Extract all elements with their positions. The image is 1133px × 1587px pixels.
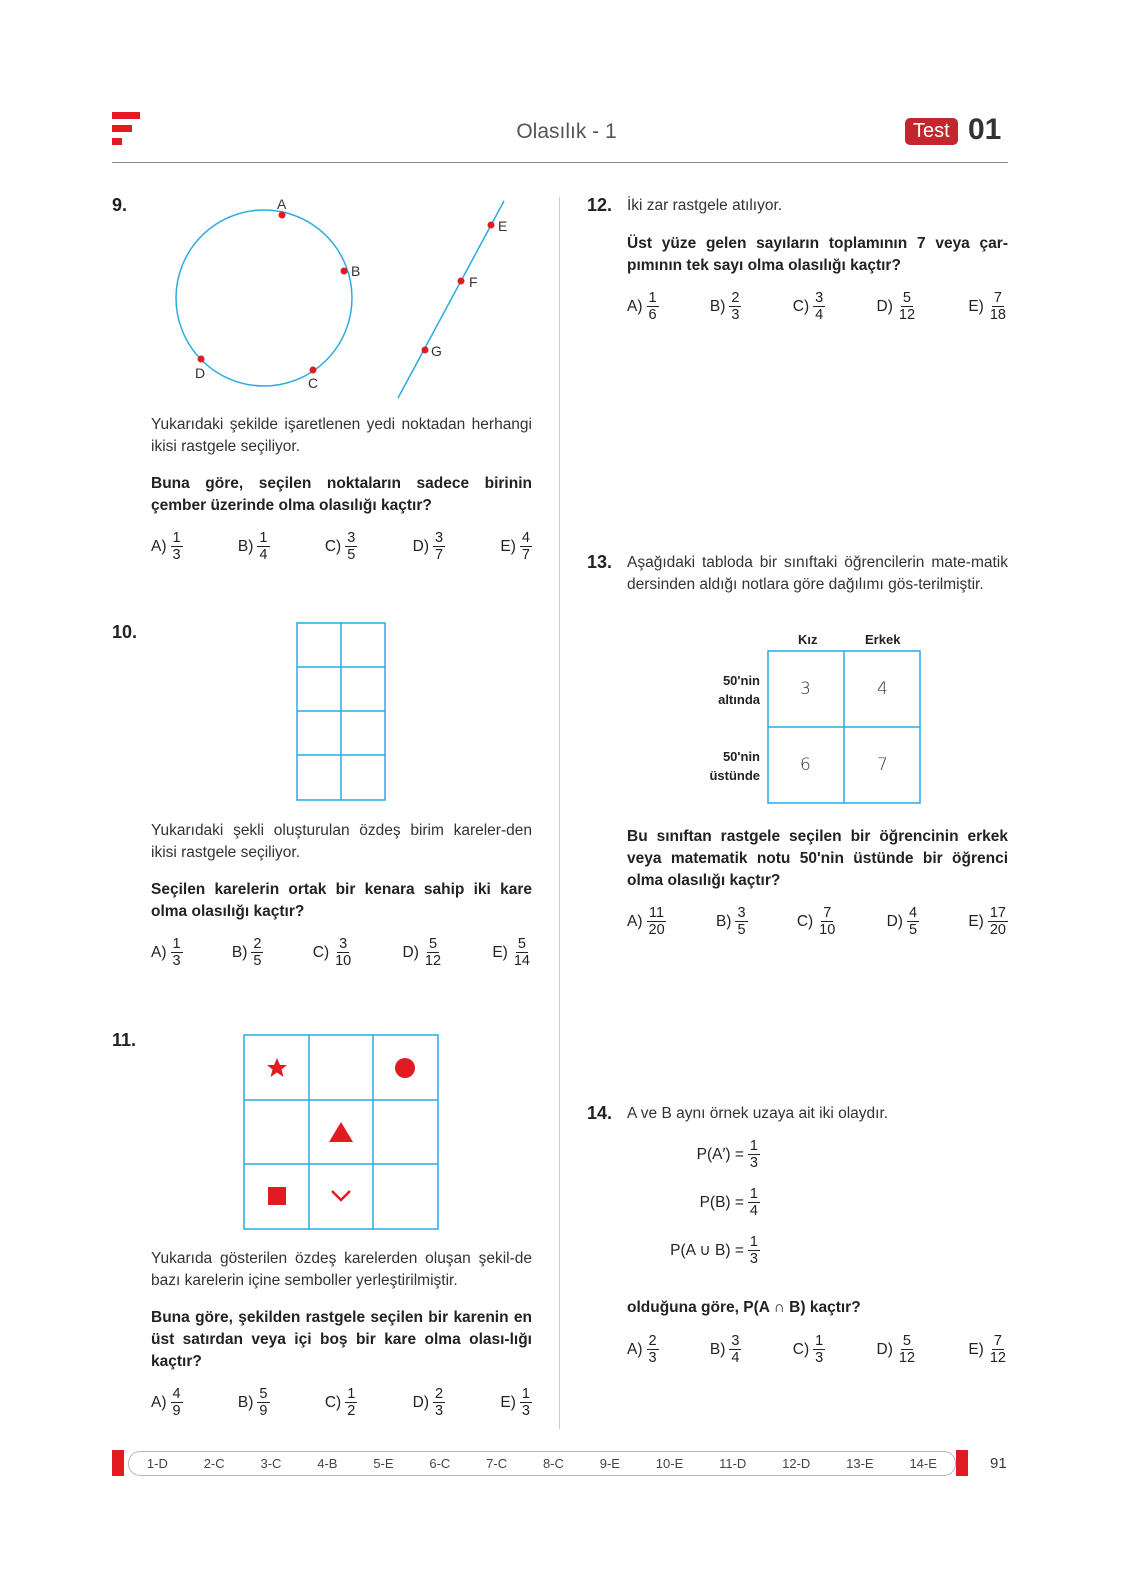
option-letter: B)	[237, 1393, 254, 1411]
option-fraction: $\frac{5}{12}$	[898, 1333, 916, 1366]
option-letter: B)	[231, 943, 248, 961]
q14-number: 14.	[587, 1103, 613, 1123]
answer-option[interactable]	[968, 290, 1008, 323]
answer-key-item: 10-E	[655, 1456, 684, 1471]
q9-question: Buna göre, seçilen noktaların sadece birinin çember üzerinde olma olasılığı kaçtır?	[151, 475, 532, 514]
answer-option[interactable]	[238, 1386, 270, 1419]
answer-option[interactable]	[968, 1333, 1008, 1366]
triangle-icon	[329, 1122, 353, 1142]
circle-icon	[395, 1058, 415, 1078]
answer-option[interactable]	[151, 1386, 183, 1419]
square-icon	[268, 1187, 286, 1205]
q11-options	[151, 1386, 532, 1419]
q14-question: olduğuna göre, P(A ∩ B) kaçtır?	[627, 1299, 861, 1316]
q10-grid-figure	[296, 622, 388, 802]
option-fraction: $\frac{3}{7}$	[434, 530, 444, 563]
option-letter: D)	[886, 912, 903, 930]
option-letter: E)	[492, 943, 508, 961]
answer-key-item: 4-B	[317, 1456, 338, 1471]
option-fraction: $\frac{5}{12}$	[898, 290, 916, 323]
q13-number: 13.	[587, 552, 613, 572]
q13-options	[627, 905, 1008, 938]
point-f-label: F	[469, 274, 478, 290]
option-fraction: $\frac{4}{5}$	[908, 905, 918, 938]
option-letter: B)	[237, 537, 254, 555]
option-letter: A)	[627, 912, 643, 930]
option-fraction: $\frac{3}{4}$	[731, 1333, 740, 1366]
q12-options	[627, 290, 1008, 323]
answer-option[interactable]	[710, 1333, 742, 1366]
option-letter: A)	[151, 1393, 167, 1411]
q12-number: 12.	[587, 195, 613, 215]
point-c-label: C	[308, 375, 319, 391]
q9-number: 9.	[112, 195, 128, 215]
answer-option[interactable]	[413, 530, 445, 563]
test-badge: Test	[905, 118, 958, 145]
answer-option[interactable]	[413, 1386, 445, 1419]
option-fraction: $\frac{3}{5}$	[737, 905, 746, 938]
answer-option[interactable]	[716, 905, 748, 938]
option-fraction: $\frac{3}{5}$	[347, 530, 356, 563]
q10-options	[151, 936, 532, 969]
option-letter: B)	[715, 912, 732, 930]
answer-option[interactable]	[313, 936, 354, 969]
answer-key-item: 1-D	[146, 1456, 168, 1471]
option-fraction: $\frac{1}{2}$	[347, 1386, 356, 1419]
option-letter: A)	[627, 297, 643, 315]
answer-option[interactable]	[403, 936, 444, 969]
option-letter: B)	[709, 1340, 726, 1358]
option-fraction: $\frac{2}{3}$	[434, 1386, 444, 1419]
option-letter: E)	[968, 1340, 984, 1358]
q10-number: 10.	[112, 622, 138, 642]
q9-options	[151, 530, 532, 563]
option-fraction: $\frac{5}{14}$	[513, 936, 530, 969]
q12-text: İki zar rastgele atılıyor.	[627, 197, 783, 214]
option-letter: E)	[500, 1393, 516, 1411]
option-letter: C)	[792, 297, 810, 315]
answer-key-item: 8-C	[542, 1456, 564, 1471]
answer-option[interactable]	[232, 936, 264, 969]
page-title: Olasılık - 1	[516, 120, 617, 143]
option-letter: D)	[402, 943, 419, 961]
footer-right-marker	[956, 1450, 968, 1476]
answer-key-item: 9-E	[599, 1456, 620, 1471]
table-cell: 3	[800, 679, 811, 699]
answer-key-item: 12-D	[782, 1456, 811, 1471]
footer-left-marker	[112, 1450, 124, 1476]
q14-options	[627, 1333, 1008, 1366]
answer-option[interactable]	[627, 1333, 659, 1366]
option-fraction: $\frac{7}{10}$	[819, 905, 836, 938]
table-cell: 6	[800, 755, 811, 775]
answer-key	[128, 1451, 956, 1476]
option-fraction: $\frac{11}{20}$	[648, 905, 665, 938]
answer-key-item: 11-D	[719, 1456, 747, 1471]
option-fraction: $\frac{2}{3}$	[731, 290, 740, 323]
point-a-label: A	[277, 196, 287, 212]
answer-option[interactable]	[500, 530, 532, 563]
answer-option[interactable]	[325, 1386, 357, 1419]
option-fraction: $\frac{5}{12}$	[424, 936, 442, 969]
q11-symbol-grid	[243, 1034, 441, 1232]
option-fraction: $\frac{2}{5}$	[253, 936, 262, 969]
q13-question: Bu sınıftan rastgele seçilen bir öğrencinin erkek veya matematik notu 50'nin üstünde bir öğrenci olma olasılığı kaçtır?	[627, 828, 1008, 889]
option-fraction: $\frac{1}{3}$	[172, 530, 181, 563]
answer-key-item: 7-C	[486, 1456, 508, 1471]
table-header-kiz: Kız	[798, 632, 818, 647]
option-fraction: $\frac{1}{3}$	[815, 1333, 824, 1366]
column-divider	[559, 197, 560, 1429]
option-letter: A)	[151, 537, 167, 555]
option-letter: A)	[151, 943, 167, 961]
option-letter: E)	[968, 912, 984, 930]
answer-option[interactable]	[492, 936, 532, 969]
answer-option[interactable]	[500, 1386, 532, 1419]
q11-number: 11.	[112, 1030, 137, 1050]
option-fraction: $\frac{1}{3}$	[172, 936, 181, 969]
table-row-below-50: 50'nin altında	[718, 673, 760, 707]
answer-option[interactable]	[627, 905, 667, 938]
chevron-down-icon	[332, 1191, 350, 1200]
option-fraction: $\frac{1}{3}$	[521, 1386, 530, 1419]
answer-option[interactable]	[887, 905, 919, 938]
option-letter: E)	[500, 537, 516, 555]
answer-option[interactable]	[793, 1333, 825, 1366]
table-header-erkek: Erkek	[865, 632, 901, 647]
option-letter: C)	[796, 912, 814, 930]
option-letter: B)	[709, 297, 726, 315]
option-letter: D)	[876, 297, 893, 315]
option-fraction: $\frac{1}{6}$	[648, 290, 657, 323]
option-letter: C)	[312, 943, 330, 961]
equation-p-b: P(B) = $\frac{1}{4}$	[699, 1186, 758, 1219]
option-fraction: $\frac{3}{4}$	[815, 290, 824, 323]
q13-text: Aşağıdaki tabloda bir sınıftaki öğrencilerin mate-matik dersinden aldığı notlara göre dağılımı gös-terilmiştir.	[627, 554, 1008, 593]
answer-key-item: 6-C	[429, 1456, 451, 1471]
option-fraction: $\frac{3}{10}$	[335, 936, 352, 969]
equation-p-a-union-b: P(A ∪ B) = $\frac{1}{3}$	[670, 1234, 758, 1267]
option-fraction: $\frac{2}{3}$	[648, 1333, 657, 1366]
option-letter: D)	[412, 537, 429, 555]
option-letter: C)	[792, 1340, 810, 1358]
option-fraction: $\frac{4}{9}$	[172, 1386, 181, 1419]
option-fraction: $\frac{7}{18}$	[989, 290, 1006, 323]
point-b-label: B	[351, 263, 361, 279]
option-letter: D)	[412, 1393, 429, 1411]
page-number: 91	[990, 1455, 1007, 1472]
option-fraction: $\frac{1}{4}$	[259, 530, 268, 563]
q11-question: Buna göre, şekilden rastgele seçilen bir karenin en üst satırdan veya içi boş bir kare olma olası-lığı kaçtır?	[151, 1309, 532, 1370]
answer-option[interactable]	[793, 290, 825, 323]
option-letter: E)	[968, 297, 984, 315]
table-row-above-50: 50'nin üstünde	[709, 749, 760, 783]
answer-option[interactable]	[797, 905, 838, 938]
star-icon	[267, 1058, 287, 1077]
option-fraction: $\frac{4}{7}$	[521, 530, 530, 563]
option-fraction: $\frac{5}{9}$	[259, 1386, 268, 1419]
header-divider	[112, 162, 1008, 163]
q9-text: Yukarıdaki şekilde işaretlenen yedi noktadan herhangi ikisi rastgele seçiliyor.	[151, 416, 532, 455]
table-cell: 4	[877, 679, 888, 699]
option-fraction: $\frac{7}{12}$	[989, 1333, 1006, 1366]
point-d-label: D	[195, 365, 206, 381]
answer-option[interactable]	[968, 905, 1008, 938]
answer-option[interactable]	[877, 1333, 918, 1366]
q13-table-grid	[767, 650, 922, 805]
answer-option[interactable]	[627, 290, 659, 323]
option-letter: C)	[324, 1393, 342, 1411]
q9-figure	[160, 190, 540, 405]
answer-option[interactable]	[238, 530, 270, 563]
answer-key-item: 2-C	[203, 1456, 225, 1471]
q14-text: A ve B aynı örnek uzaya ait iki olaydır.	[627, 1105, 889, 1122]
answer-option[interactable]	[151, 936, 183, 969]
point-g-label: G	[431, 343, 442, 359]
answer-option[interactable]	[325, 530, 357, 563]
q10-question: Seçilen karelerin ortak bir kenara sahip iki kare olma olasılığı kaçtır?	[151, 881, 532, 920]
point-e-label: E	[498, 218, 508, 234]
test-number: 01	[968, 113, 1002, 146]
answer-option[interactable]	[151, 530, 183, 563]
option-letter: A)	[627, 1340, 643, 1358]
option-letter: D)	[876, 1340, 893, 1358]
equation-p-a-complement: P(A′) = $\frac{1}{3}$	[696, 1138, 758, 1171]
q10-text: Yukarıdaki şekli oluşturulan özdeş birim kareler-den ikisi rastgele seçiliyor.	[151, 822, 532, 861]
option-fraction: $\frac{17}{20}$	[989, 905, 1006, 938]
answer-option[interactable]	[710, 290, 742, 323]
answer-key-item: 5-E	[373, 1456, 394, 1471]
table-cell: 7	[877, 755, 888, 775]
q11-text: Yukarıda gösterilen özdeş karelerden oluşan şekil-de bazı karelerin içine semboller yerleştirilmiştir.	[151, 1250, 532, 1289]
answer-option[interactable]	[877, 290, 918, 323]
option-letter: C)	[324, 537, 342, 555]
q12-question: Üst yüze gelen sayıların toplamının 7 veya çar-pımının tek sayı olma olasılığı kaçtır?	[627, 235, 1008, 274]
answer-key-item: 13-E	[846, 1456, 874, 1471]
answer-key-item: 3-C	[260, 1456, 282, 1471]
answer-key-item: 14-E	[909, 1456, 937, 1471]
